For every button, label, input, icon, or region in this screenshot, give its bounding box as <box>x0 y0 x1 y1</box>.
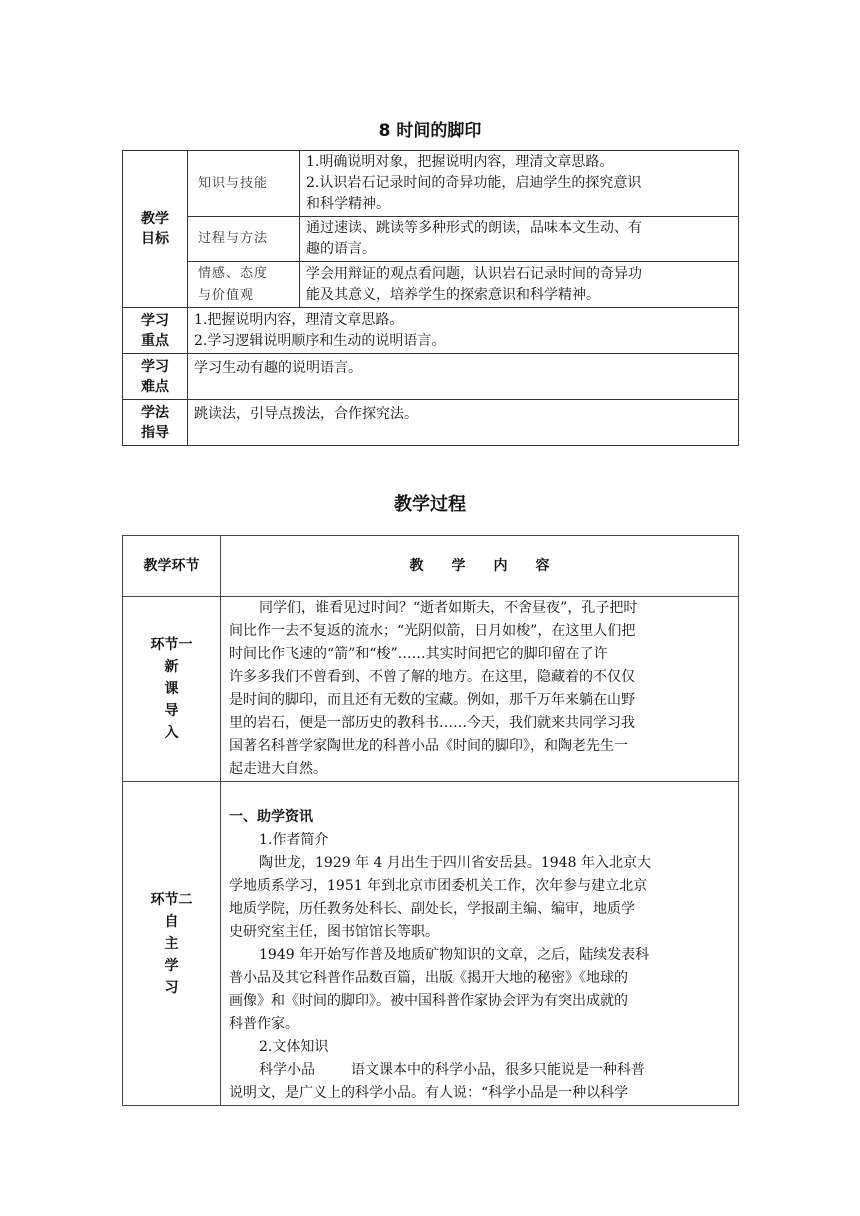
stage-1-label: 环节一 新 课 导 入 <box>123 597 221 782</box>
objective-label-process: 过程与方法 <box>188 217 300 262</box>
objective-content-emotion: 学会用辩证的观点看问题，认识岩石记录时间的奇异功 能及其意义，培养学生的探索意识和科学精神。 <box>300 262 739 308</box>
difficulties-content: 学习生动有趣的说明语言。 <box>188 354 739 400</box>
methods-content: 跳读法，引导点拨法，合作探究法。 <box>188 400 739 446</box>
stage-1-content: 同学们，谁看见过时间？“逝者如斯夫，不舍昼夜”，孔子把时 间比作一去不复返的流水；“光阴似箭，日月如梭”，在这里人们把 时间比作飞速的“箭”和“梭”……其实时间把它的脚印留在了许 许多多我们不曾看到、不曾了解的地方。在这里，隐藏着的不仅仅 是时间的脚印，而且还有无数的宝藏。例如，那千万年来躺在山野 里的岩石，便是一部历史的教科书……今天，我们就来共同学习我 国著名科普学家陶世龙的科普小品《时间的脚印》，和陶老先生一 起走进大自然。 <box>221 597 739 782</box>
process-col-content: 教 学 内 容 <box>221 536 739 597</box>
document-title: 8 时间的脚印 <box>378 121 482 141</box>
objective-content-knowledge: 1.明确说明对象，把握说明内容，理清文章思路。 2.认识岩石记录时间的奇异功能，启迪学生的探究意识 和科学精神。 <box>300 151 739 217</box>
subheading-genre: 2.文体知识 <box>259 1039 329 1055</box>
objective-content-process: 通过速读、跳读等多种形式的朗读，品味本文生动、有 趣的语言。 <box>300 217 739 262</box>
stage-2-label: 环节二 自 主 学 习 <box>123 782 221 1106</box>
objectives-header: 教学 目标 <box>123 151 188 308</box>
process-table <box>122 535 739 1106</box>
section-heading: 一、助学资讯 <box>229 809 313 825</box>
methods-header: 学法 指导 <box>123 400 188 446</box>
objectives-table <box>122 150 739 446</box>
process-title: 教学过程 <box>394 494 466 515</box>
objective-label-emotion: 情感、态度 与价值观 <box>188 262 300 308</box>
subheading-author: 1.作者简介 <box>259 832 329 848</box>
key-points-header: 学习 重点 <box>123 308 188 354</box>
process-col-stage: 教学环节 <box>123 536 221 597</box>
objective-label-knowledge: 知识与技能 <box>188 151 300 217</box>
stage-2-content: 一、助学资讯 1.作者简介 陶世龙，1929 年 4 月出生于四川省安岳县。1948 年入北京大 学地质系学习，1951 年到北京市团委机关工作，次年参与建立北京 地质学院，历任教务处科长、副处长，学报副主编、编审，地质学 史研究室主任，图书馆馆长等职。 1949 年开始写作普及地质矿物知识的文章，之后，陆续发表科 普小品及其它科普作品数百篇，出版《揭开大地的秘密》《地球的 画像》和《时间的脚印》。被中国科普作家协会评为有突出成就的 科普作家。 2.文体知识 科学小品 语文课本中的科学小品，很多只能说是一种科普 说明文，是广义上的科学小品。有人说：“科学小品是一种以科学 <box>221 782 739 1106</box>
difficulties-header: 学习 难点 <box>123 354 188 400</box>
key-points-content: 1.把握说明内容，理清文章思路。 2.学习逻辑说明顺序和生动的说明语言。 <box>188 308 739 354</box>
